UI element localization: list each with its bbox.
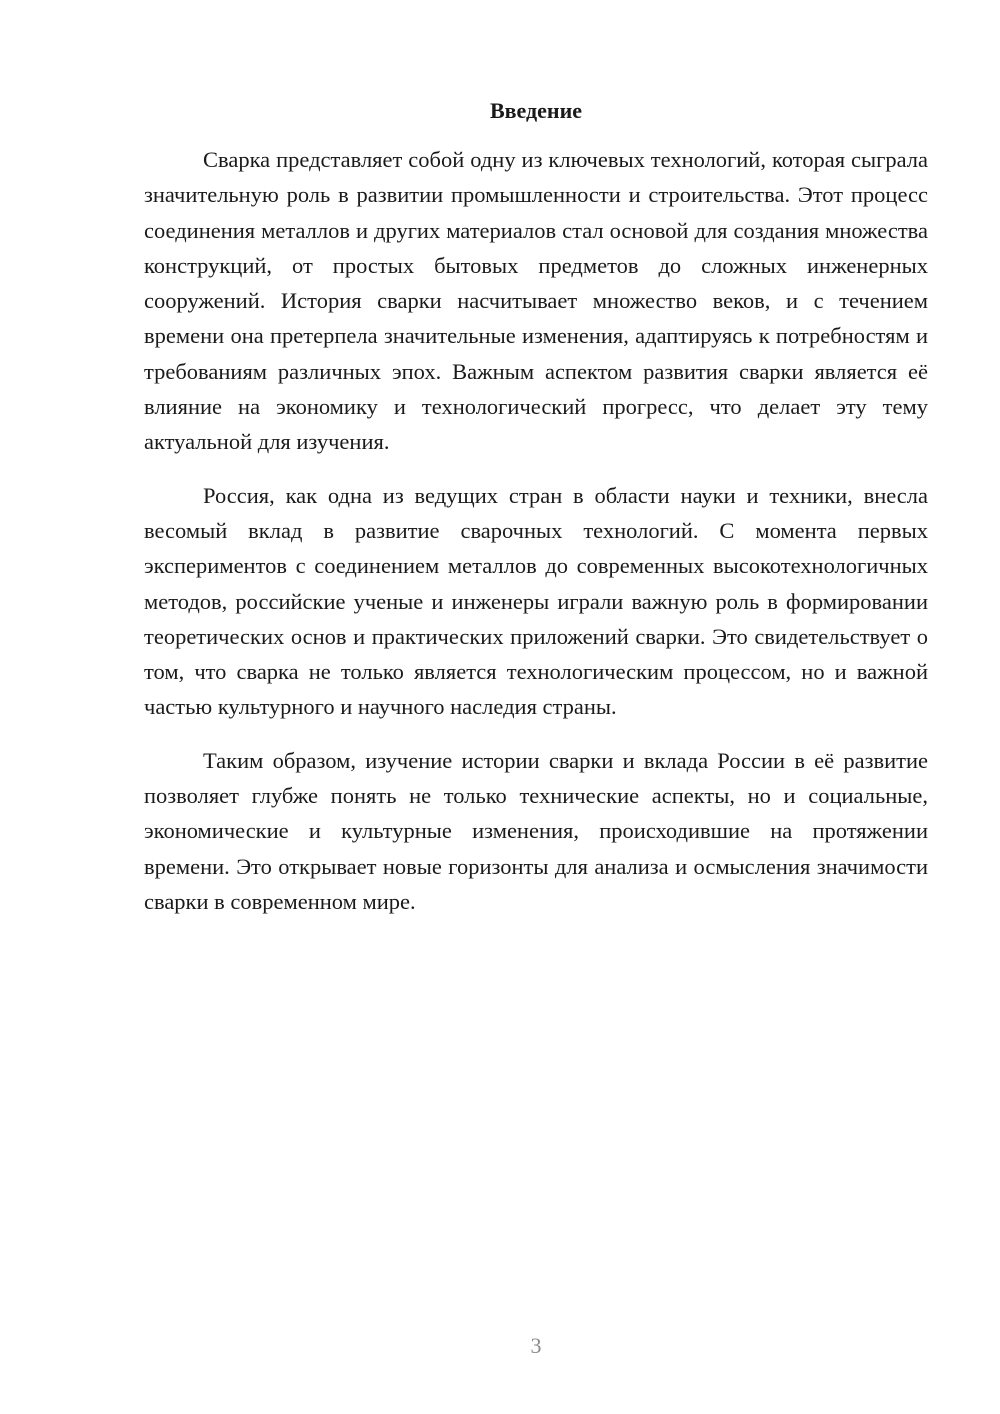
paragraph-2: Россия, как одна из ведущих стран в области науки и техники, внесла весомый вклад в развитие сварочных технологий. С момента первых экспериментов с соединением металлов до современных высокотехнологичных методов, российские ученые и инженеры играли важную роль в формировании теоретических основ и практических приложений сварки. Это свидетельствует о том, что сварка не только является технологическим процессом, но и важной частью культурного и научного наследия страны. — [144, 482, 928, 720]
section-heading: Введение — [489, 98, 583, 123]
paragraph-1: Сварка представляет собой одну из ключевых технологий, которая сыграла значительную роль в развитии промышленности и строительства. Этот процесс соединения металлов и других материалов стал основой для создания множества конструкций, от простых бытовых предметов до сложных инженерных сооружений. История сварки насчитывает множество веков, и с течением времени она претерпела значительные изменения, адаптируясь к потребностям и требованиям различных эпох. Важным аспектом развития сварки является её влияние на экономику и технологический прогресс, что делает эту тему актуальной для изучения. — [144, 147, 928, 455]
body-text — [144, 142, 928, 937]
paragraph-3: Таким образом, изучение истории сварки и вклада России в её развитие позволяет глубже понять не только технические аспекты, но и социальные, экономические и культурные изменения, происходившие на протяжении времени. Это открывает новые горизонты для анализа и осмысления значимости сварки в современном мире. — [144, 747, 928, 914]
page-number: 3 — [530, 1333, 542, 1358]
